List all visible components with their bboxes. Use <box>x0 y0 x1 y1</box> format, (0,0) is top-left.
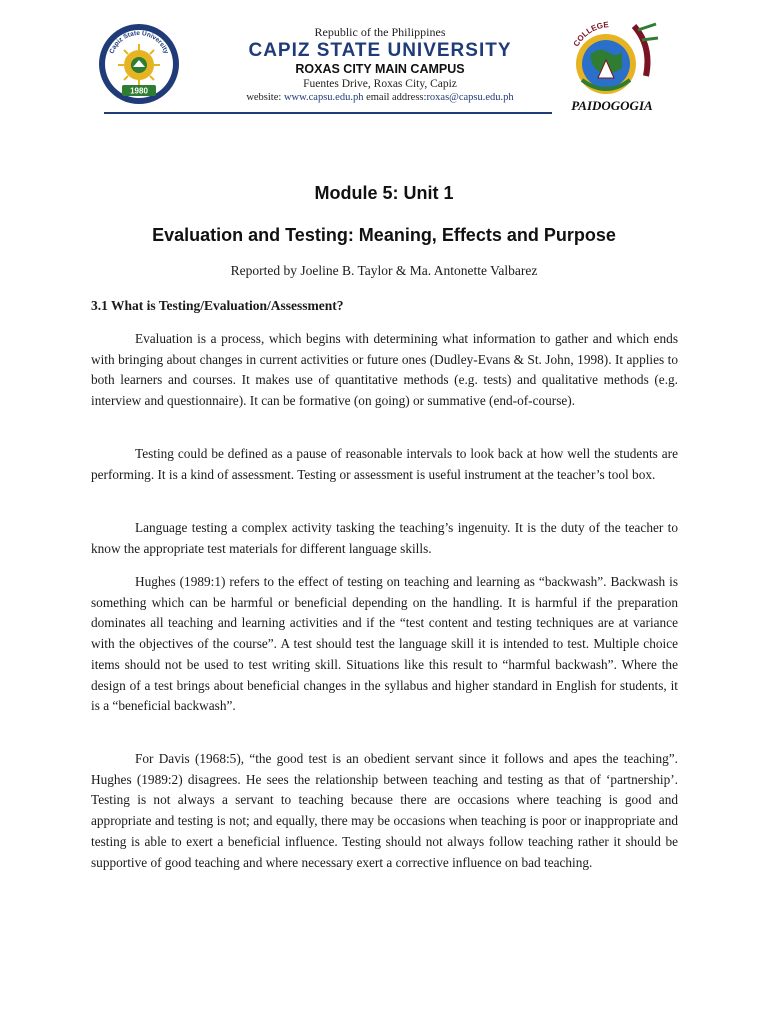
letterhead <box>190 24 570 105</box>
body-paragraph: Testing could be defined as a pause of reasonable intervals to look back at how well the students are performing. It is a kind of assessment. Testing or assessment is useful instrument at the teacher’s tool box. <box>91 446 678 482</box>
university-name: CAPIZ STATE UNIVERSITY <box>248 40 512 61</box>
section-heading: 3.1 What is Testing/Evaluation/Assessment? <box>91 298 344 313</box>
website-link[interactable]: www.capsu.edu.ph <box>283 92 364 103</box>
body-paragraph: Evaluation is a process, which begins with determining what information to gather and which ends with bringing about changes in current activities or future ones (Dudley-Evans & St. John, 1998). It applies to both learners and courses. It makes use of quantitative methods (e.g. tests) and qualitative methods (e.g. interview and questionnaire). It can be formative (on going) or summative (end-of-course). <box>91 331 678 409</box>
seal-year: 1980 <box>130 86 148 96</box>
paidogogia-logo <box>560 16 664 116</box>
contact-line <box>190 91 570 105</box>
capsu-seal-logo <box>98 22 180 106</box>
email-label: email address: <box>366 92 427 103</box>
website-label: website: <box>246 92 282 103</box>
module-title: Module 5: Unit 1 <box>314 183 454 203</box>
body-paragraph: Language testing a complex activity tasking the teaching’s ingenuity. It is the duty of the teacher to know the appropriate test materials for different language skills. <box>91 520 678 556</box>
email-link[interactable]: roxas@capsu.edu.ph <box>426 92 514 103</box>
body-paragraph: Hughes (1989:1) refers to the effect of testing on teaching and learning as “backwash”. Backwash is something which can be harmful or beneficial depending on the handling. It is harmful if the preparation dominates all teaching and learning activities and if the “test content and testing techniques are at variance with the objectives of the course”. A test should test the language skill it is intended to test. Multiple choice items should not be used to test writing skill. Situations like this result to “harmful backwash”. Where the design of a test brings about beneficial changes in the syllabus and higher standard in English for students, it is a “beneficial backwash”. <box>91 574 678 714</box>
body-paragraph: For Davis (1968:5), “the good test is an obedient servant since it follows and apes the teaching”. Hughes (1989:2) disagrees. He sees the relationship between teaching and testing as that of ‘partnership’. Testing is not always a servant to teaching because there are occasions where teaching is good and appropriate and testing is not; and equally, there may be occasions when teaching is poor or inappropriate and testing is able to exert a beneficial influence. Testing should not always follow teaching rather it should be supportive of good teaching and where necessary exert a corrective influence on bad teaching. <box>91 751 678 870</box>
campus-name: ROXAS CITY MAIN CAMPUS <box>295 62 465 76</box>
unit-subtitle: Evaluation and Testing: Meaning, Effects and Purpose <box>152 225 616 245</box>
campus-address: Fuentes Drive, Roxas City, Capiz <box>303 78 457 90</box>
college-arc-text: COLLEGE <box>571 20 610 49</box>
reporters-line: Reported by Joeline B. Taylor & Ma. Antonette Valbarez <box>230 263 538 278</box>
letterhead-divider <box>104 112 552 114</box>
seal-top-text: Capiz State University <box>108 29 170 55</box>
republic-line: Republic of the Philippines <box>314 25 446 39</box>
paidogogia-text: PAIDOGOGIA <box>571 98 653 113</box>
